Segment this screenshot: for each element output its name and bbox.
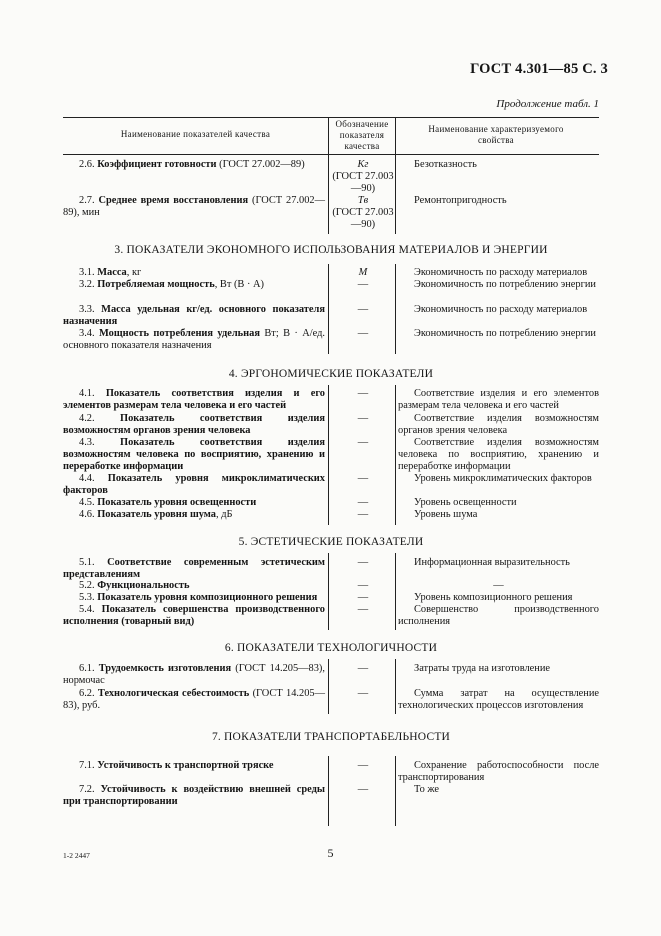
row-7-1-name: 7.1. Устойчивость к транспортной тряске bbox=[79, 760, 274, 771]
row-3-4-symbol: — bbox=[357, 328, 369, 339]
row-4-2-property: Соответствие изделия возможностям органов зрения человека bbox=[398, 413, 599, 437]
row-4-6-name: 4.6. Показатель уровня шума, дБ bbox=[79, 509, 233, 520]
row-6-2-property: Сумма затрат на осуществление технологических процессов изготовления bbox=[398, 688, 599, 712]
row-3-2-property: Экономичность по потреблению энергии bbox=[414, 279, 596, 290]
row-4-2-symbol: — bbox=[357, 413, 369, 424]
row-6-1-symbol: — bbox=[357, 663, 369, 674]
row-3-4-name: 3.4. Мощность потребления удельная Вт; В · А/ед. основного показателя назначения bbox=[63, 328, 326, 352]
col-divider-2 bbox=[395, 264, 396, 354]
table-header-rule bbox=[63, 154, 599, 155]
row-3-1-symbol: M bbox=[358, 267, 368, 278]
row-6-2-name: 6.2. Технологическая себестоимость (ГОСТ 14.205—83), руб. bbox=[63, 688, 325, 712]
table-top-rule bbox=[63, 117, 599, 118]
row-3-3-property: Экономичность по расходу материалов bbox=[414, 304, 588, 315]
row-3-2-symbol: — bbox=[357, 279, 369, 290]
row-5-2-name: 5.2. Функциональность bbox=[79, 580, 190, 591]
row-4-3-symbol: — bbox=[357, 437, 369, 448]
header-col-quality-name: Наименование показателей качества bbox=[120, 129, 271, 139]
row-6-1-name: 6.1. Трудоемкость изготовления (ГОСТ 14.205—83), нормочас bbox=[63, 663, 325, 687]
row-2-7-symbol: Tв (ГОСТ 27.003—90) bbox=[332, 195, 394, 231]
section-4-title: 4. ЭРГОНОМИЧЕСКИЕ ПОКАЗАТЕЛИ bbox=[228, 368, 434, 380]
row-5-4-property: Совершенство производственного исполнения bbox=[398, 604, 599, 628]
col-divider-1 bbox=[328, 385, 329, 525]
row-4-4-symbol: — bbox=[357, 473, 369, 484]
row-5-3-name: 5.3. Показатель уровня композиционного решения bbox=[79, 592, 318, 603]
row-6-1-property: Затраты труда на изготовление bbox=[414, 663, 551, 674]
row-5-1-name: 5.1. Соответствие современным эстетическим представлениям bbox=[63, 557, 325, 581]
col-divider-2 bbox=[395, 659, 396, 714]
row-2-7-name: 2.7. Среднее время восстановления (ГОСТ 27.002—89), мин bbox=[63, 195, 325, 219]
row-4-4-property: Уровень микроклиматических факторов bbox=[414, 473, 592, 484]
header-col-designation: Обозначение показателя качества bbox=[335, 119, 389, 151]
row-4-3-name: 4.3. Показатель соответствия изделия возможностям человека по восприятию, хранению и переработке информации bbox=[63, 437, 325, 473]
row-7-2-symbol: — bbox=[357, 784, 369, 795]
section-3-title: 3. ПОКАЗАТЕЛИ ЭКОНОМНОГО ИСПОЛЬЗОВАНИЯ МАТЕРИАЛОВ И ЭНЕРГИИ bbox=[114, 244, 548, 256]
page-number: 5 bbox=[327, 846, 334, 860]
row-4-5-symbol: — bbox=[357, 497, 369, 508]
row-4-2-name: 4.2. Показатель соответствия изделия возможностям органов зрения человека bbox=[63, 413, 325, 437]
row-7-1-property: Сохранение работоспособности после транспортирования bbox=[398, 760, 599, 784]
col-divider-2 bbox=[395, 154, 396, 234]
row-7-2-name: 7.2. Устойчивость к воздействию внешней среды при транспортировании bbox=[63, 784, 325, 808]
row-4-6-symbol: — bbox=[357, 509, 369, 520]
col-divider-2 bbox=[395, 756, 396, 826]
row-3-2-name: 3.2. Потребляемая мощность, Вт (В · А) bbox=[79, 279, 264, 290]
col-divider-1 bbox=[328, 756, 329, 826]
row-3-1-name: 3.1. Масса, кг bbox=[79, 267, 142, 278]
header-col-property: Наименование характеризуемого свойства bbox=[428, 124, 564, 145]
section-7-title: 7. ПОКАЗАТЕЛИ ТРАНСПОРТАБЕЛЬНОСТИ bbox=[211, 731, 451, 743]
col-divider-1 bbox=[328, 659, 329, 714]
col-divider-1 bbox=[328, 154, 329, 234]
row-7-1-symbol: — bbox=[357, 760, 369, 771]
row-4-5-name: 4.5. Показатель уровня освещенности bbox=[79, 497, 257, 508]
row-2-7-property: Ремонтопригодность bbox=[414, 195, 507, 206]
print-order-code: 1-2 2447 bbox=[63, 851, 90, 860]
section-6-title: 6. ПОКАЗАТЕЛИ ТЕХНОЛОГИЧНОСТИ bbox=[224, 642, 438, 654]
row-4-4-name: 4.4. Показатель уровня микроклиматических факторов bbox=[63, 473, 325, 497]
row-4-3-property: Соответствие изделия возможностям человека по восприятию, хранению и переработке информации bbox=[398, 437, 599, 473]
row-4-1-name: 4.1. Показатель соответствия изделия и его элементов размерам тела человека и его частей bbox=[63, 388, 325, 412]
row-4-1-symbol: — bbox=[357, 388, 369, 399]
col-divider-1 bbox=[328, 264, 329, 354]
section-5-title: 5. ЭСТЕТИЧЕСКИЕ ПОКАЗАТЕЛИ bbox=[238, 536, 424, 548]
row-5-2-symbol: — bbox=[357, 580, 369, 591]
row-2-6-property: Безотказность bbox=[414, 159, 477, 170]
row-4-6-property: Уровень шума bbox=[414, 509, 478, 520]
row-5-1-symbol: — bbox=[357, 557, 369, 568]
row-3-3-symbol: — bbox=[357, 304, 369, 315]
row-5-4-name: 5.4. Показатель совершенства производственного исполнения (товарный вид) bbox=[63, 604, 325, 628]
row-5-2-property: — bbox=[493, 580, 504, 591]
row-5-4-symbol: — bbox=[357, 604, 369, 615]
row-6-2-symbol: — bbox=[357, 688, 369, 699]
row-4-1-property: Соответствие изделия и его элементов размерам тела человека и его частей bbox=[398, 388, 599, 412]
row-5-1-property: Информационная выразительность bbox=[414, 557, 570, 568]
header-divider-1 bbox=[328, 117, 329, 154]
row-3-3-name: 3.3. Масса удельная кг/ед. основного показателя назначения bbox=[63, 304, 325, 328]
row-2-6-name: 2.6. Коэффициент готовности (ГОСТ 27.002—89) bbox=[79, 159, 305, 170]
row-3-1-property: Экономичность по расходу материалов bbox=[414, 267, 588, 278]
col-divider-2 bbox=[395, 385, 396, 525]
row-4-5-property: Уровень освещенности bbox=[414, 497, 517, 508]
standard-code-header: ГОСТ 4.301—85 С. 3 bbox=[470, 61, 608, 77]
table-continuation-note: Продолжение табл. 1 bbox=[496, 98, 599, 110]
row-5-3-property: Уровень композиционного решения bbox=[414, 592, 573, 603]
row-5-3-symbol: — bbox=[357, 592, 369, 603]
row-7-2-property: То же bbox=[414, 784, 440, 795]
col-divider-1 bbox=[328, 553, 329, 630]
header-divider-2 bbox=[395, 117, 396, 154]
row-2-6-symbol: Kг (ГОСТ 27.003—90) bbox=[332, 159, 394, 195]
row-3-4-property: Экономичность по потреблению энергии bbox=[414, 328, 596, 339]
col-divider-2 bbox=[395, 553, 396, 630]
